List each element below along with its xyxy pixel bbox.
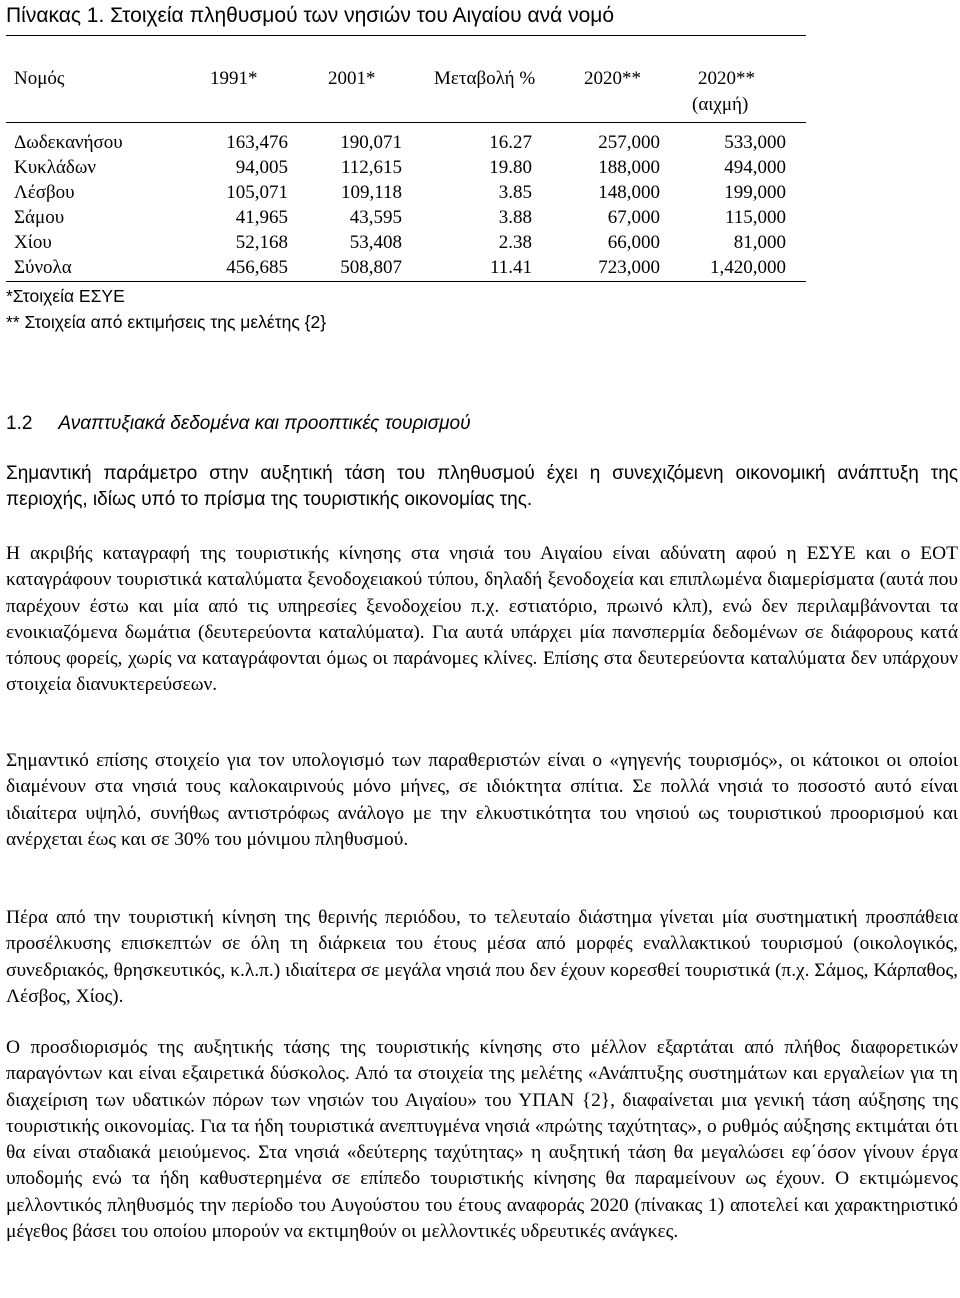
section-heading: [6, 411, 471, 437]
cell-2020-peak: 494,000: [724, 157, 786, 178]
table-body: [6, 130, 806, 280]
header-change: Μεταβολή %: [434, 68, 536, 89]
table-row: [6, 230, 806, 255]
header-2020-peak: 2020**: [698, 68, 755, 89]
cell-change: 3.88: [498, 207, 532, 228]
cell-nomos: Σύνολα: [14, 257, 72, 278]
table-bottom-rule: [6, 281, 806, 282]
header-1991: 1991*: [210, 68, 258, 89]
header-2001: 2001*: [328, 68, 376, 89]
cell-2020: 66,000: [607, 232, 660, 253]
table-row-totals: [6, 255, 806, 280]
paragraph-5: Ο προσδιορισμός της αυξητικής τάσης της τουριστικής κίνησης στο μέλλον εξαρτάται από πλήθος διαφορετικών παραγόντων και είναι εξαιρετικά δύσκολος. Από τα στοιχεία της μελέτης «Ανάπτυξης συστημάτων και εργαλείων για τη διαχείριση των υδατικών πόρων των νησιών του Αιγαίου» του ΥΠΑΝ {2}, διαφαίνεται μια γενική τάση αύξησης της τουριστικής οικονομίας. Για τα ήδη τουριστικά ανεπτυγμένα νησιά «πρώτης ταχύτητας», ο ρυθμός αύξησης εκτιμάται ότι θα είναι σταδιακά μειούμενος. Στα νησιά «δεύτερης ταχύτητας» η αυξητική τάση θα μεγαλώσει εφ΄όσον γίνουν έργα υποδομής ενώ τα ήδη καθυστερημένα σε επίπεδο τουριστικής κίνησης θα παραμείνουν ως έχουν. Ο εκτιμώμενος μελλοντικός πληθυσμός την περίοδο του Αυγούστου του έτους αναφοράς 2020 (πίνακας 1) αποτελεί και χαρακτηριστικό μέγεθος βάσει του οποίου μπορούν να εκτιμηθούν οι μελλοντικές υδρευτικές ανάγκες.: [6, 1037, 958, 1243]
cell-1991: 52,168: [235, 232, 288, 253]
section-number: 1.2: [6, 413, 33, 434]
cell-nomos: Σάμου: [14, 207, 65, 228]
cell-2020-peak: 199,000: [724, 182, 786, 203]
table-note-estimates: ** Στοιχεία από εκτιμήσεις της μελέτης {2}: [6, 312, 327, 332]
cell-2001: 43,595: [349, 207, 402, 228]
table-row: [6, 180, 806, 205]
table-row: [6, 205, 806, 230]
population-table: [6, 56, 806, 278]
table-top-rule: [6, 35, 806, 36]
header-peak-label: (αιχμή): [692, 94, 749, 115]
paragraph-1: Σημαντική παράμετρο στην αυξητική τάση του πληθυσμού έχει η συνεχιζόμενη οικονομική ανάπτυξη της περιοχής, ιδίως υπό το πρίσμα της τουριστικής οικονομίας της.: [6, 463, 958, 510]
cell-1991: 105,071: [226, 182, 288, 203]
cell-2020: 188,000: [598, 157, 660, 178]
cell-1991: 94,005: [235, 157, 288, 178]
cell-change: 3.85: [498, 182, 532, 203]
cell-change: 11.41: [489, 257, 532, 278]
header-2020: 2020**: [584, 68, 641, 89]
cell-2020-peak: 115,000: [724, 207, 786, 228]
table-caption: Πίνακας 1. Στοιχεία πληθυσμού των νησιών του Αιγαίου ανά νομό: [6, 4, 615, 27]
cell-1991: 41,965: [235, 207, 288, 228]
table-note-esye: *Στοιχεία ΕΣΥΕ: [6, 286, 125, 306]
section-title: Αναπτυξιακά δεδομένα και προοπτικές τουρισμού: [58, 413, 471, 434]
table-header-row: [6, 56, 806, 115]
cell-change: 2.38: [498, 232, 532, 253]
cell-1991: 456,685: [226, 257, 288, 278]
cell-nomos: Χίου: [14, 232, 52, 253]
cell-change: 19.80: [489, 157, 532, 178]
paragraph-3: Σημαντικό επίσης στοιχείο για τον υπολογισμό των παραθεριστών είναι ο «γηγενής τουρισμός», οι κάτοικοι οι οποίοι διαμένουν στα νησιά τους καλοκαιρινούς μόνο μήνες, σε ιδιόκτητα σπίτια. Σε πολλά νησιά το ποσοστό αυτό είναι ιδιαίτερα υψηλό, συνήθως αντιστρόφως ανάλογο με την ελκυστικότητα του νησιού ως τουριστικού προορισμού και ανέρχεται έως και σε 30% του μόνιμου πληθυσμού.: [6, 750, 958, 850]
paragraph-2: Η ακριβής καταγραφή της τουριστικής κίνησης στα νησιά του Αιγαίου είναι αδύνατη αφού η ΕΣΥΕ και ο ΕΟΤ καταγράφουν τουριστικά καταλύματα ξενοδοχειακού τύπου, δηλαδή ξενοδοχεία και επιπλωμένα διαμερίσματα (αυτά που παρέχουν έστω και μία από τις υπηρεσίες ξενοδοχείου π.χ. εστιατόριο, πρωινό κλπ), ενώ δεν περιλαμβάνονται τα ενοικιαζόμενα δωμάτια (δευτερεύοντα καταλύματα). Για αυτά υπάρχει μία πανσπερμία δεδομένων σε διάφορους κατά τόπους φορείς, χωρίς να καταγράφονται όμως οι παράνομες κλίνες. Επίσης στα δευτερεύοντα καταλύματα δεν υπάρχουν στοιχεία διανυκτερεύσεων.: [6, 543, 958, 696]
cell-2020-peak: 1,420,000: [710, 257, 786, 278]
cell-2001: 190,071: [340, 132, 402, 153]
cell-2020: 67,000: [607, 207, 660, 228]
cell-2001: 508,807: [340, 257, 402, 278]
cell-2001: 112,615: [340, 157, 402, 178]
table-header-rule: [6, 122, 806, 123]
cell-2020: 257,000: [598, 132, 660, 153]
cell-change: 16.27: [489, 132, 532, 153]
table-row: [6, 130, 806, 155]
header-nomos: Νομός: [14, 68, 65, 89]
cell-1991: 163,476: [226, 132, 288, 153]
cell-2001: 109,118: [340, 182, 402, 203]
cell-2020-peak: 533,000: [724, 132, 786, 153]
paragraph-4: Πέρα από την τουριστική κίνηση της θερινής περιόδου, το τελευταίο διάστημα γίνεται μία συστηματική προσπάθεια προσέλκυσης επισκεπτών σε όλη τη διάρκεια του έτους μέσα από μορφές εναλλακτικού τουρισμού (οικολογικός, συνεδριακός, θρησκευτικός, κ.λ.π.) ιδιαίτερα σε μεγάλα νησιά που δεν έχουν κορεσθεί τουριστικά (π.χ. Σάμος, Κάρπαθος, Λέσβος, Χίος).: [6, 907, 958, 1007]
cell-2020-peak: 81,000: [733, 232, 786, 253]
cell-2001: 53,408: [349, 232, 402, 253]
cell-nomos: Δωδεκανήσου: [14, 132, 123, 153]
cell-nomos: Λέσβου: [14, 182, 75, 203]
cell-2020: 723,000: [598, 257, 660, 278]
cell-2020: 148,000: [598, 182, 660, 203]
table-row: [6, 155, 806, 180]
cell-nomos: Κυκλάδων: [14, 157, 96, 178]
